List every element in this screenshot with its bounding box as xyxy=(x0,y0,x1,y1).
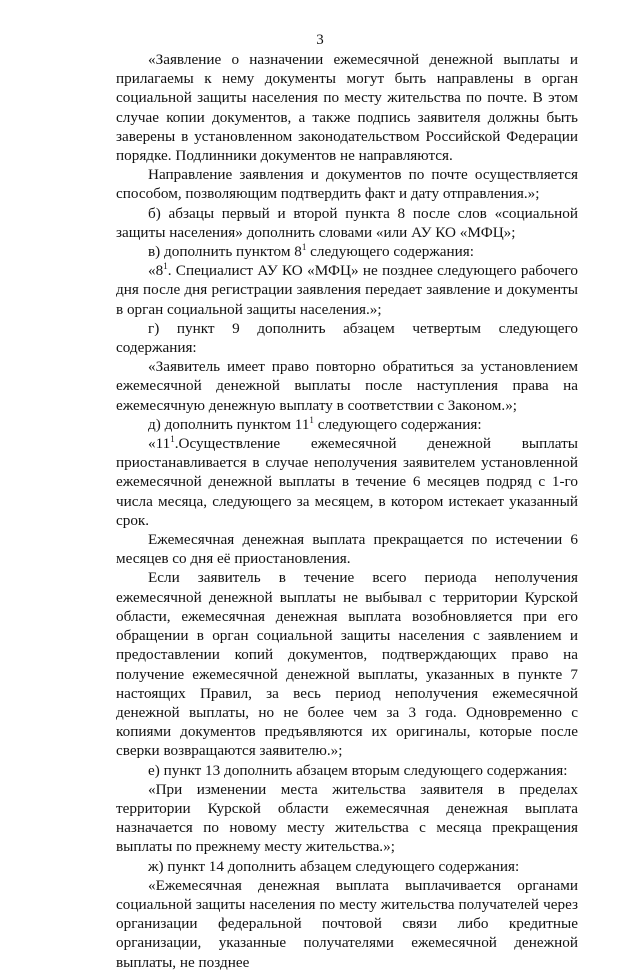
document-body xyxy=(116,50,578,972)
paragraph-termination: Ежемесячная денежная выплата прекращается по истечении 6 месяцев со дня её приостановления. xyxy=(116,531,578,568)
text-segment: . Специалист АУ КО «МФЦ» не позднее следующего рабочего дня после дня регистрации заявления передает заявление и документы в орган социальной защиты населения.»; xyxy=(116,262,578,318)
paragraph-mail-method: Направление заявления и документов по почте осуществляется способом, позволяющим подтвердить факт и дату отправления.»; xyxy=(116,166,578,203)
paragraph-residence-change: «При изменении места жительства заявителя в пределах территории Курской области ежемесячная денежная выплата назначается по новому месту жительства с месяца прекращения выплаты по прежнему месту жительства.»; xyxy=(116,780,578,856)
paragraph-item-g: г) пункт 9 дополнить абзацем четвертым следующего содержания: xyxy=(116,319,578,357)
text-segment: следующего содержания: xyxy=(313,415,482,433)
paragraph-payment-method: «Ежемесячная денежная выплата выплачивается органами социальной защиты населения по месту жительства получателей через организации федеральной почтовой связи либо кредитные организации, указанные получателями ежемесячной денежной выплаты, не позднее xyxy=(116,876,578,971)
superscript: 1 xyxy=(309,414,314,425)
superscript: 1 xyxy=(170,434,175,445)
paragraph-reapply-right: «Заявитель имеет право повторно обратиться за установлением ежемесячной денежной выплаты после наступления права на ежемесячную денежную выплату в соответствии с Законом.»; xyxy=(116,358,578,414)
text-segment: д) дополнить пунктом 11 xyxy=(148,415,310,433)
text-segment: в) дополнить пунктом 8 xyxy=(148,243,302,261)
paragraph-item-e: е) пункт 13 дополнить абзацем вторым следующего содержания: xyxy=(148,761,568,779)
text-segment: «8 xyxy=(148,262,164,280)
text-segment: следующего содержания: xyxy=(306,243,474,261)
paragraph-item-b: б) абзацы первый и второй пункта 8 после слов «социальной защиты населения» дополнить словами «или АУ КО «МФЦ»; xyxy=(116,204,578,241)
paragraph-item-zh: ж) пункт 14 дополнить абзацем следующего содержания: xyxy=(148,857,520,875)
text-segment: .Осуществление ежемесячной денежной выплаты приостанавливается в случае неполучения заявителем установленной ежемесячной денежной выплаты в течение 6 месяцев подряд с 1-го числа месяца, следующего за месяцем, в котором истекает указанный срок. xyxy=(116,435,578,529)
paragraph-resumption: Если заявитель в течение всего периода неполучения ежемесячной денежной выплаты не выбывал с территории Курской области, ежемесячная денежная выплата возобновляется при его обращении в орган социальной защиты населения с заявлением и предоставлении копий документов, подтверждающих право на получение ежемесячной денежной выплаты, указанных в пункте 7 настоящих Правил, за весь период неполучения ежемесячной денежной выплаты, но не более чем за 3 года. Одновременно с копиями документов предъявляются их оригиналы, которые после сверки возвращаются заявителю.»; xyxy=(116,569,578,760)
paragraph-item-d xyxy=(116,415,578,434)
superscript: 1 xyxy=(163,261,168,272)
superscript: 1 xyxy=(301,242,307,253)
page-number: 3 xyxy=(316,32,324,48)
text-segment: «11 xyxy=(148,435,171,453)
paragraph-point-11-1 xyxy=(116,434,578,530)
paragraph-item-v xyxy=(116,242,578,261)
paragraph-point-8-1 xyxy=(116,261,578,319)
paragraph-mail-application: «Заявление о назначении ежемесячной денежной выплаты и прилагаемы к нему документы могут быть направлены в орган социальной защиты населения по месту жительства по почте. В этом случае копии документов, а также подпись заявителя должны быть заверены в установленном законодательством Российской Федерации порядке. Подлинники документов не направляются. xyxy=(116,51,578,165)
